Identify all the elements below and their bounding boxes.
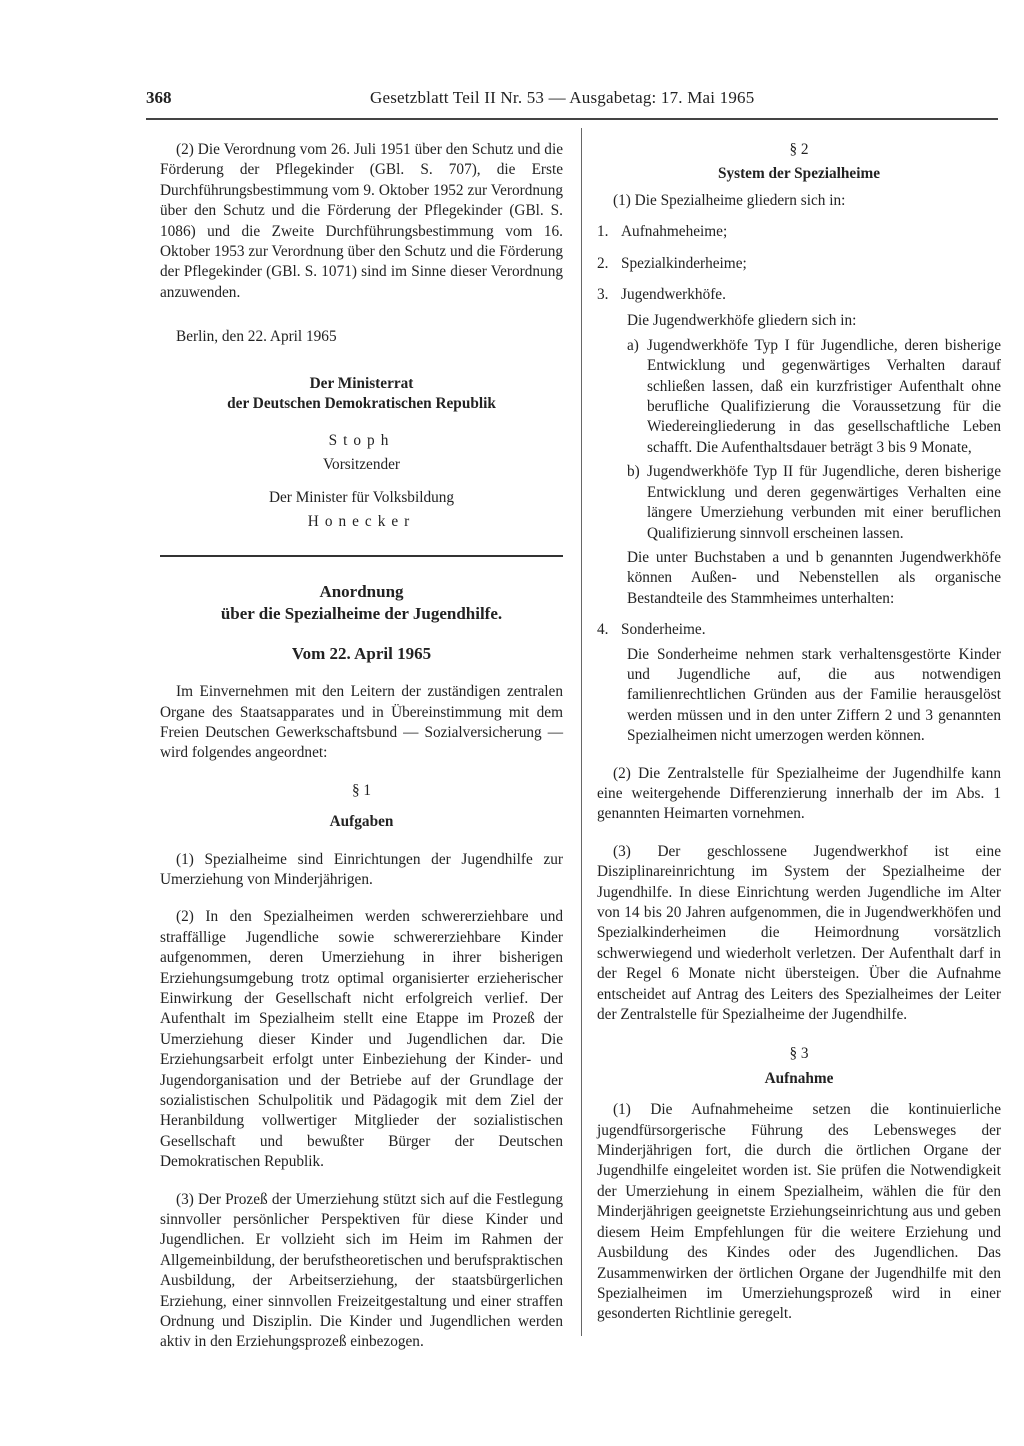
authority-line-1: Der Ministerrat <box>309 374 414 392</box>
jugendwerkhoefe-intro: Die Jugendwerkhöfe gliedern sich in: <box>627 312 857 330</box>
list-item: 3. Jugendwerkhöfe. <box>597 286 726 304</box>
page-number: 368 <box>146 88 172 107</box>
section-3-title: Aufnahme <box>764 1069 834 1087</box>
place-date: Berlin, den 22. April 1965 <box>176 328 337 346</box>
doc-title-line-2: über die Spezialheime der Jugendhilfe. <box>220 604 503 624</box>
signer-stoph: Stoph <box>328 432 395 450</box>
list-item: 1. Aufnahmeheime; <box>597 223 728 241</box>
preamble: Im Einvernehmen mit den Leitern der zuständigen zentralen Organe des Staatsapparates und in Übereinstimmung mit dem Freien Deutschen Gewerkschaftsbund — Sozialversicherung — wird folgendes angeordnet: <box>160 683 563 762</box>
signer-honecker: Honecker <box>307 512 416 530</box>
section-2-para-1: (1) Die Spezialheime gliedern sich in: <box>613 191 846 209</box>
section-1-para-3: (3) Der Prozeß der Umerziehung stützt sich auf die Festlegung sinnvoller persönlicher Perspektiven für diese Kinder und Jugendlichen. Er vollzieht sich im Heim im Rahmen der Allgemeinbildung, der berufstheoretischen und berufspraktischen Ausbildung, der Arbeitserziehung, der staatsbürgerlichen Erziehung, einer sinnvollen Freizeitgestaltung und einer straffen Ordnung und Disziplin. Die Kinder und Jugendlichen werden aktiv in den Erziehungsprozeß einbezogen. <box>160 1190 563 1351</box>
header-rule <box>146 118 998 120</box>
section-2-title: System der Spezialheime <box>717 165 880 183</box>
minister-title: Der Minister für Volksbildung <box>268 489 455 507</box>
list-item: 4. Sonderheime. <box>597 621 706 639</box>
doc-date: Vom 22. April 1965 <box>291 644 432 664</box>
list-item: 2. Spezialkinderheime; <box>597 254 747 272</box>
section-2-para-3: (3) Der geschlossene Jugendwerkhof ist eine Disziplinareinrichtung im System der Spezialheime der Jugendhilfe. In diese Einrichtung werden Jugendliche im Alter von 14 bis 20 Jahren aufgenommen, die in Jugendwerkhöfen und Spezialkinderheimen die Heimordnung vorsätzlich schwerwiegend und wiederholt verletzen. Der Aufenthalt darf in der Regel 6 Monate nicht übersteigen. Über die Aufnahme entscheidet auf Antrag des Leiters des Spezialheimes der Leiter der Zentralstelle für Spezialheime der Jugendhilfe. <box>597 842 1001 1024</box>
running-title: Gesetzblatt Teil II Nr. 53 — Ausgabetag: 17. Mai 1965 <box>370 88 755 107</box>
section-3-number: § 3 <box>789 1045 809 1063</box>
section-2-number: § 2 <box>789 141 809 158</box>
doc-title-line-1: Anordnung <box>319 582 404 602</box>
column-divider <box>581 128 582 1336</box>
signer-stoph-title: Vorsitzender <box>322 455 401 473</box>
sub-item-a: a) Jugendwerkhöfe Typ I für Jugendliche, deren bisherige Entwicklung und gegenwärtiges Verhalten darauf schließen lassen, daß ein kurzfristiger Aufenthalt ohne berufliche Qualifizierung die Voraussetzung für die Wiedereingliederung in das gesellschaftliche Leben schafft. Die Aufenthaltsdauer beträgt 3 bis 9 Monate, <box>627 336 1001 456</box>
section-3-para-1: (1) Die Aufnahmeheime setzen die kontinuierliche jugendfürsorgerische Führung des Lebensweges der Minderjährigen fort, die durch die örtlichen Organe der Jugendhilfe eingeleitet worden ist. Sie prüfen die Notwendigkeit der Umerziehung in einem Spezialheim, wählen die für den Minderjährigen geeignetste Erziehungseinrichtung aus und geben diesem Heim Empfehlungen für die weitere Erziehung und Ausbildung des Kindes oder des Jugendlichen. Das Zusammenwirken der örtlichen Organe der Jugendhilfe mit den Spezialheimen im Umerziehungsprozeß wird in einer gesonderten Richtlinie geregelt. <box>597 1101 1001 1323</box>
jugendwerkhoefe-note: Die unter Buchstaben a und b genannten Jugendwerkhöfe können Außen- und Nebenstellen als organische Bestandteile des Stammheimes unterhalten: <box>627 548 1001 607</box>
authority-line-2: der Deutschen Demokratischen Republik <box>227 395 496 413</box>
section-2-para-2: (2) Die Zentralstelle für Spezialheime der Jugendhilfe kann eine weitergehende Differenzierung innerhalb der im Abs. 1 genannten Heimarten vornehmen. <box>597 764 1001 823</box>
right-column <box>597 140 1001 1325</box>
para-2: (2) Die Verordnung vom 26. Juli 1951 über den Schutz und die Förderung der Pflegekinder (GBl. S. 707), die Erste Durchführungsbestimmung vom 9. Oktober 1952 zur Verordnung über den Schutz und die Förderung der Pflegekinder (GBl. S. 1086) und die Zweite Durchführungsbestimmung vom 16. Oktober 1953 zur Verordnung über den Schutz und die Förderung der Pflegekinder (GBl. S. 1071) sind im Sinne dieser Verordnung anzuwenden. <box>160 141 563 301</box>
section-1-para-1: (1) Spezialheime sind Einrichtungen der Jugendhilfe zur Umerziehung von Minderjährigen. <box>160 850 563 888</box>
left-column <box>160 140 563 1353</box>
section-1-para-2: (2) In den Spezialheimen werden schwererziehbare und straffällige Jugendliche sowie schwererziehbare Kinder aufgenommen, deren Umerziehung in ihrer bisherigen Erziehungsumgebung trotz optimal organisierter erzieherischer Einwirkung der Gesellschaft nicht erfolgreich verlief. Der Aufenthalt im Spezialheim stellt eine Etappe im Prozeß der Umerziehung dieser Kinder und Jugendlichen dar. Die Erziehungsarbeit erfolgt unter Einbeziehung der Kinder- und Jugendorganisation und der Betriebe auf der Grundlage der sozialistischen Schulpolitik und Pädagogik mit dem Ziel der Heranbildung vollwertiger Mitglieder der sozialistischen Gesellschaft und bewußter Bürger der Deutschen Demokratischen Republik. <box>160 908 563 1171</box>
sub-item-b: b) Jugendwerkhöfe Typ II für Jugendliche, deren bisherige Entwicklung und deren gegenwärtiges Verhalten eine längere Umerziehung verbunden mit einer beruflichen Qualifizierung sinnvoll erscheinen lassen. <box>627 463 1001 542</box>
section-1-title: Aufgaben <box>329 813 394 831</box>
section-1-number: § 1 <box>351 781 372 799</box>
sonderheime-text: Die Sonderheime nehmen stark verhaltensgestörte Kinder und Jugendliche auf, die aus notwendigen familienrechtlichen Gründen aus der Familie herausgelöst werden müssen und in den unter Ziffern 2 und 3 genannten Spezialheimen nicht umerzogen werden können. <box>627 645 1001 745</box>
